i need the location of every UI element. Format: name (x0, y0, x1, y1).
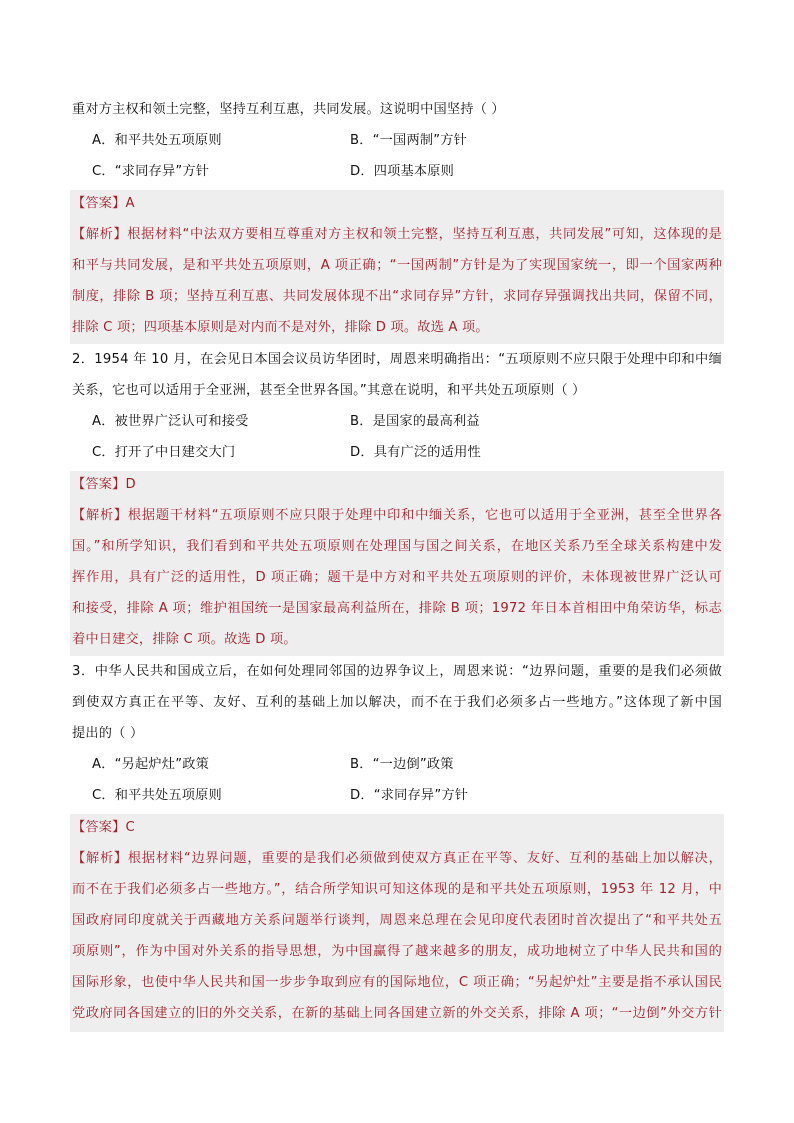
analysis-line: 国政府同印度就关于西藏地方关系问题举行谈判，周恩来总理在会见印度代表团时首次提出了“和平共处五 (72, 913, 722, 928)
question-stem-line: 到使双方真正在平等、友好、互利的基础上加以解决，而不在于我们必须多占一些地方。”这体现了新中国 (72, 695, 722, 710)
option-d: D．“求同存异”方针 (350, 788, 469, 803)
answer-label: 【答案】A (72, 196, 135, 211)
analysis-line: 项原则”，作为中国对外关系的指导思想，为中国赢得了越来越多的朋友，成功地树立了中华人民共和国的 (72, 944, 722, 959)
question-stem-line: 关系，它也可以适用于全亚洲，甚至全世界各国。”其意在说明，和平共处五项原则（ ） (72, 383, 586, 398)
answer-block (70, 471, 724, 656)
question-stem-line: 2．1954 年 10 月，在会见日本国会议员访华团时，周恩来明确指出：“五项原则不应只限于处理中印和中缅 (72, 352, 722, 367)
analysis-line: 【解析】根据题干材料“五项原则不应只限于处理中印和中缅关系，它也可以适用于全亚洲，甚至全世界各 (72, 508, 722, 523)
option-d: D．四项基本原则 (350, 164, 455, 179)
question-stem-line: 提出的（ ） (72, 726, 144, 741)
analysis-line: 国际形象，也使中华人民共和国一步步争取到应有的国际地位，C 项正确；“另起炉灶”主要是指不承认国民 (72, 975, 722, 990)
analysis-line: 国。”和所学知识，我们看到和平共处五项原则在处理国与国之间关系，在地区关系乃至全球关系构建中发 (72, 539, 722, 554)
option-c: C．打开了中日建交大门 (92, 445, 236, 460)
option-b: B．“一国两制”方针 (350, 133, 468, 148)
option-a: A．被世界广泛认可和接受 (92, 414, 249, 429)
answer-label: 【答案】C (72, 820, 135, 835)
analysis-line: 和平与共同发展，是和平共处五项原则，A 项正确；“一国两制”方针是为了实现国家统一，即一个国家两种 (72, 258, 722, 273)
option-c: C．“求同存异”方针 (92, 164, 210, 179)
question-stem-line: 3．中华人民共和国成立后，在如何处理同邻国的边界争议上，周恩来说：“边界问题，重要的是我们必须做 (72, 664, 722, 679)
analysis-line: 【解析】根据材料“边界问题，重要的是我们必须做到使双方真正在平等、友好、互利的基础上加以解决， (72, 851, 722, 866)
analysis-line: 着中日建交，排除 C 项。故选 D 项。 (72, 632, 297, 647)
option-a: A．和平共处五项原则 (92, 133, 222, 148)
option-c: C．和平共处五项原则 (92, 788, 222, 803)
analysis-line: 挥作用，具有广泛的适用性，D 项正确；题干是中方对和平共处五项原则的评价，未体现被世界广泛认可 (72, 570, 722, 585)
analysis-line: 排除 C 项；四项基本原则是对内而不是对外，排除 D 项。故选 A 项。 (72, 320, 489, 335)
analysis-line: 【解析】根据材料“中法双方要相互尊重对方主权和领土完整，坚持互利互惠，共同发展”可知，这体现的是 (72, 227, 722, 242)
question-stem-line: 重对方主权和领土完整，坚持互利互惠，共同发展。这说明中国坚持（ ） (72, 102, 505, 117)
option-a: A．“另起炉灶”政策 (92, 757, 209, 772)
option-d: D．具有广泛的适用性 (350, 445, 481, 460)
analysis-line: 制度，排除 B 项；坚持互利互惠、共同发展体现不出“求同存异”方针，求同存异强调找出共同，保留不同， (72, 289, 722, 304)
analysis-line: 和接受，排除 A 项；维护祖国统一是国家最高利益所在，排除 B 项；1972 年日本首相田中角荣访华，标志 (72, 601, 722, 616)
analysis-line: 而不在于我们必须多占一些地方。”，结合所学知识可知这体现的是和平共处五项原则，1953 年 12 月，中 (72, 882, 722, 897)
option-b: B．“一边倒”政策 (350, 757, 454, 772)
option-b: B．是国家的最高利益 (350, 414, 480, 429)
answer-label: 【答案】D (72, 477, 136, 492)
analysis-line: 党政府同各国建立的旧的外交关系，在新的基础上同各国建立新的外交关系，排除 A 项；“一边倒”外交方针 (72, 1006, 722, 1021)
